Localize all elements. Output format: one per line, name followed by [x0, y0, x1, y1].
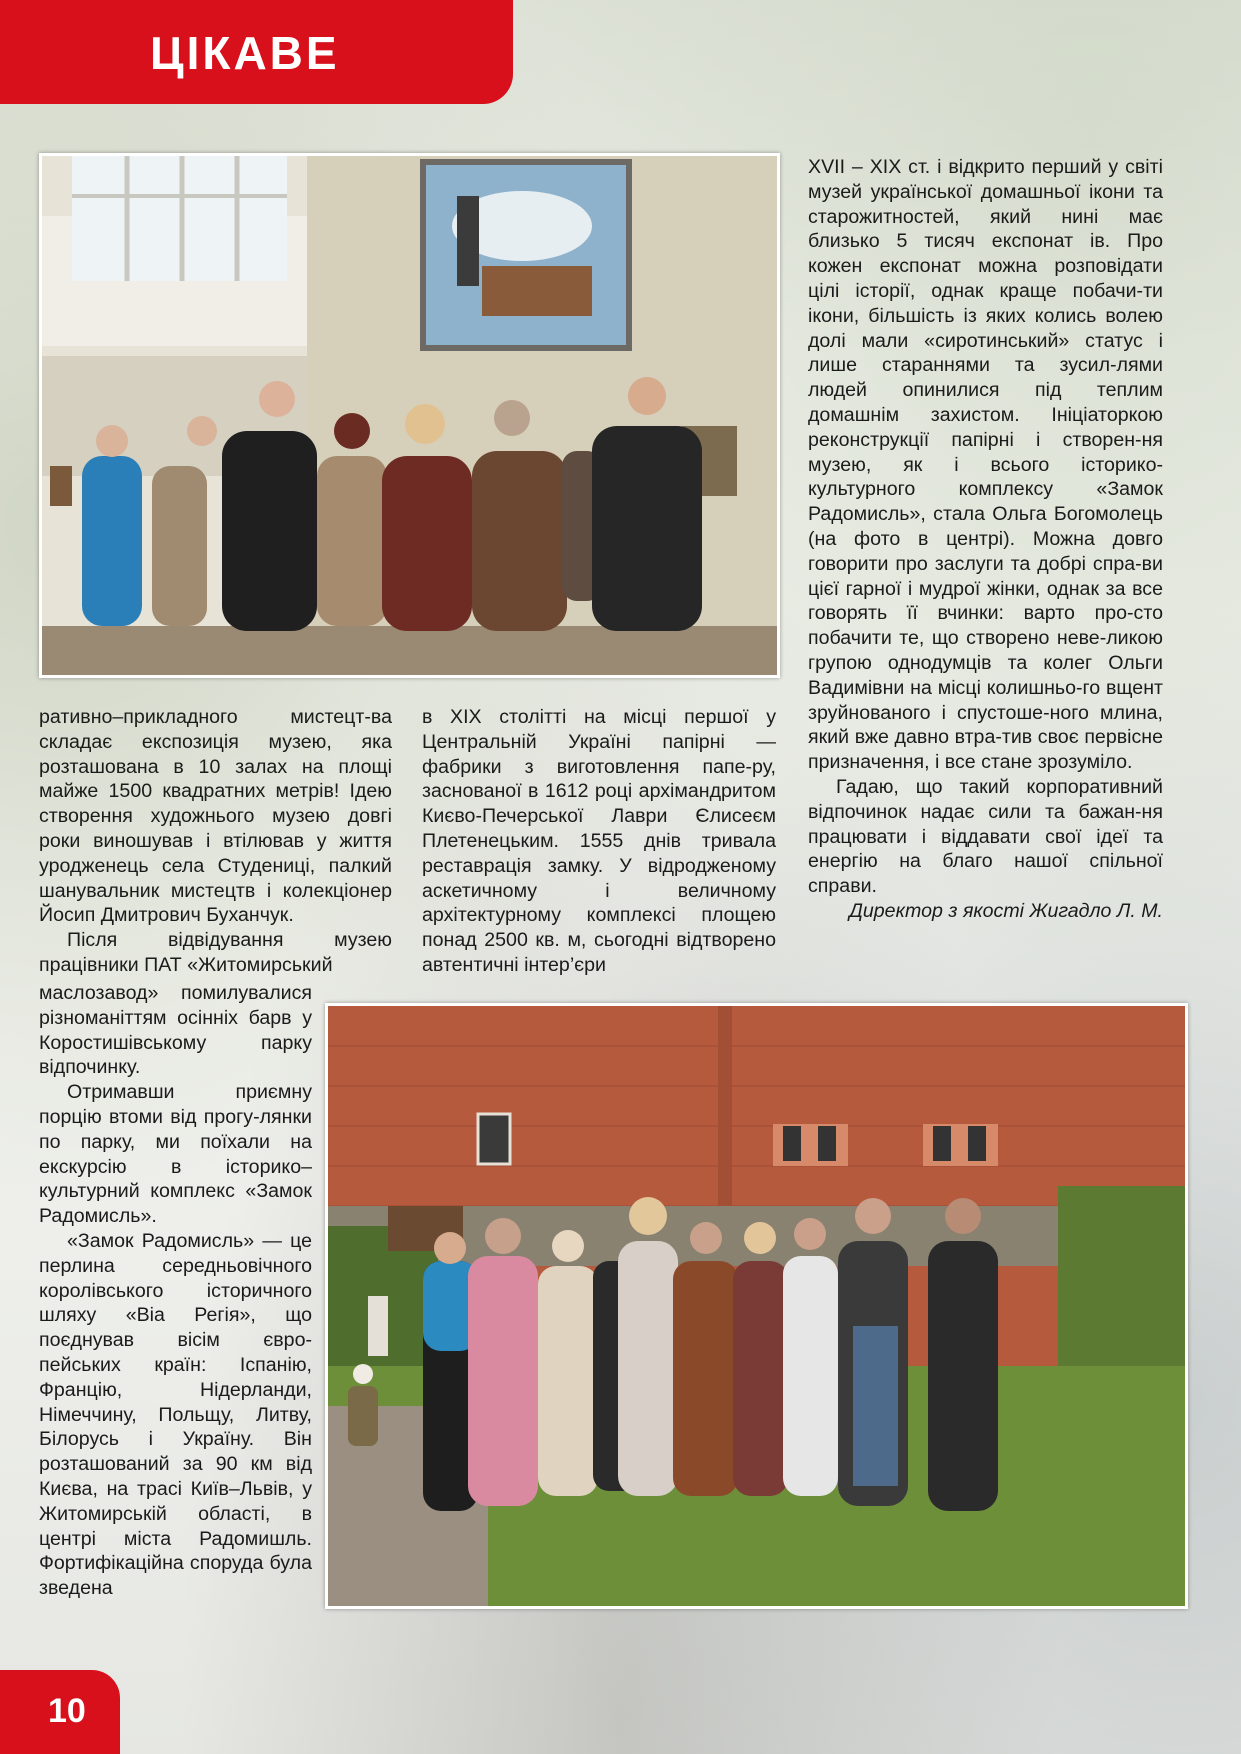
- signature: Директор з якості Жигадло Л. М.: [849, 899, 1163, 922]
- section-title: ЦІКАВЕ: [150, 27, 340, 79]
- castle-group-illustration: [328, 1006, 1185, 1606]
- narrow-paragraph-3: Отримавши приємну порцію втоми від прогу-лянки по парку, ми поїхали на екскурсію в історико–культурний комплекс «Замок Радомисль».: [39, 1081, 312, 1228]
- middle-text-column: [422, 705, 776, 978]
- left-paragraph-2a: Після відвідування музею працівники ПАТ «Житомирський: [39, 929, 392, 976]
- narrow-paragraph-2b: маслозавод» помилувалися різноманіттям осінніх барв у Коростишівському парку відпочинку.: [39, 982, 312, 1079]
- page-number-tab: [0, 1670, 120, 1754]
- castle-group-photo: [325, 1003, 1188, 1609]
- museum-group-illustration: [42, 156, 777, 675]
- narrow-text-column: [39, 981, 312, 1601]
- narrow-paragraph-4: «Замок Радомисль» — це перлина середньовічного королівського історичного шляху «Віа Регія», що поєднував вісім євро-пейських країн: Іспанію, Францію, Нідерланди, Німеччину, Польщу, Литву, Білорусь і Україну. Він розташований за 90 км від Києва, на трасі Київ–Львів, у Житомирській області, в центрі міста Радомишль. Фортифікаційна споруда була зведена: [39, 1229, 312, 1600]
- section-header-tab: [0, 0, 513, 104]
- right-paragraph-2: Гадаю, що такий корпоративний відпочинок надає сили та бажан-ня працювати і віддавати свої ідеї та енергію на благо нашої спільної справи.: [808, 775, 1163, 898]
- right-text-column: [808, 155, 1163, 924]
- left-text-column: [39, 705, 392, 978]
- right-paragraph-1: XVII – XIX ст. і відкрито перший у світі музей української домашньої ікони та старожитностей, який нині має близько 5 тисяч експонат ів. Про кожен експонат можна розповідати цілі історії, однак краще побачи-ти ікони, більшість із яких колись волею долі мали «сиротинський» статус і лише стараннями та зусил-лями людей опинилися під теплим домашнім захистом. Ініціаторкою реконструкції папірні і створен-ня музею, як і всього історико-культурного комплексу «Замок Радомисль», стала Ольга Богомолець (на фото в центрі). Можна довго говорити про заслуги та добрі спра-ви цієї гарної і мудрої жінки, однак за все говорять її вчинки: варто про-сто побачити те, що створено неве-ликою групою однодумців та колег Ольги Вадимівни на місці колишньо-го вщент зруйнованого і спустоше-ного млина, який вже давно втра-тив своє первісне призначення, і все стане зрозуміло.: [808, 156, 1163, 774]
- left-paragraph-1: ративно–прикладного мистецт-ва складає експозиція музею, яка розташована в 10 залах на площі майже 1500 квадратних метрів! Ідею створення художнього музею довгі роки виношував і втілював у життя уродженець села Студениці, палкий шанувальник мистецтв і колекціонер Йосип Дмитрович Буханчук.: [39, 706, 392, 927]
- museum-group-photo: [39, 153, 780, 678]
- middle-paragraph-1: в XIX столітті на місці першої у Центральній Україні папірні — фабрики з виготовлення папе-ру, заснованої в 1612 році архімандритом Києво-Печерської Лаври Єлисеєм Плетенецьким. 1555 днів тривала реставрація замку. У відродженому аскетичному і величному архітектурному комплексі площею понад 2500 кв. м, сьогодні відтворено автентичні інтер’єри: [422, 706, 776, 976]
- page-number: 10: [48, 1692, 86, 1730]
